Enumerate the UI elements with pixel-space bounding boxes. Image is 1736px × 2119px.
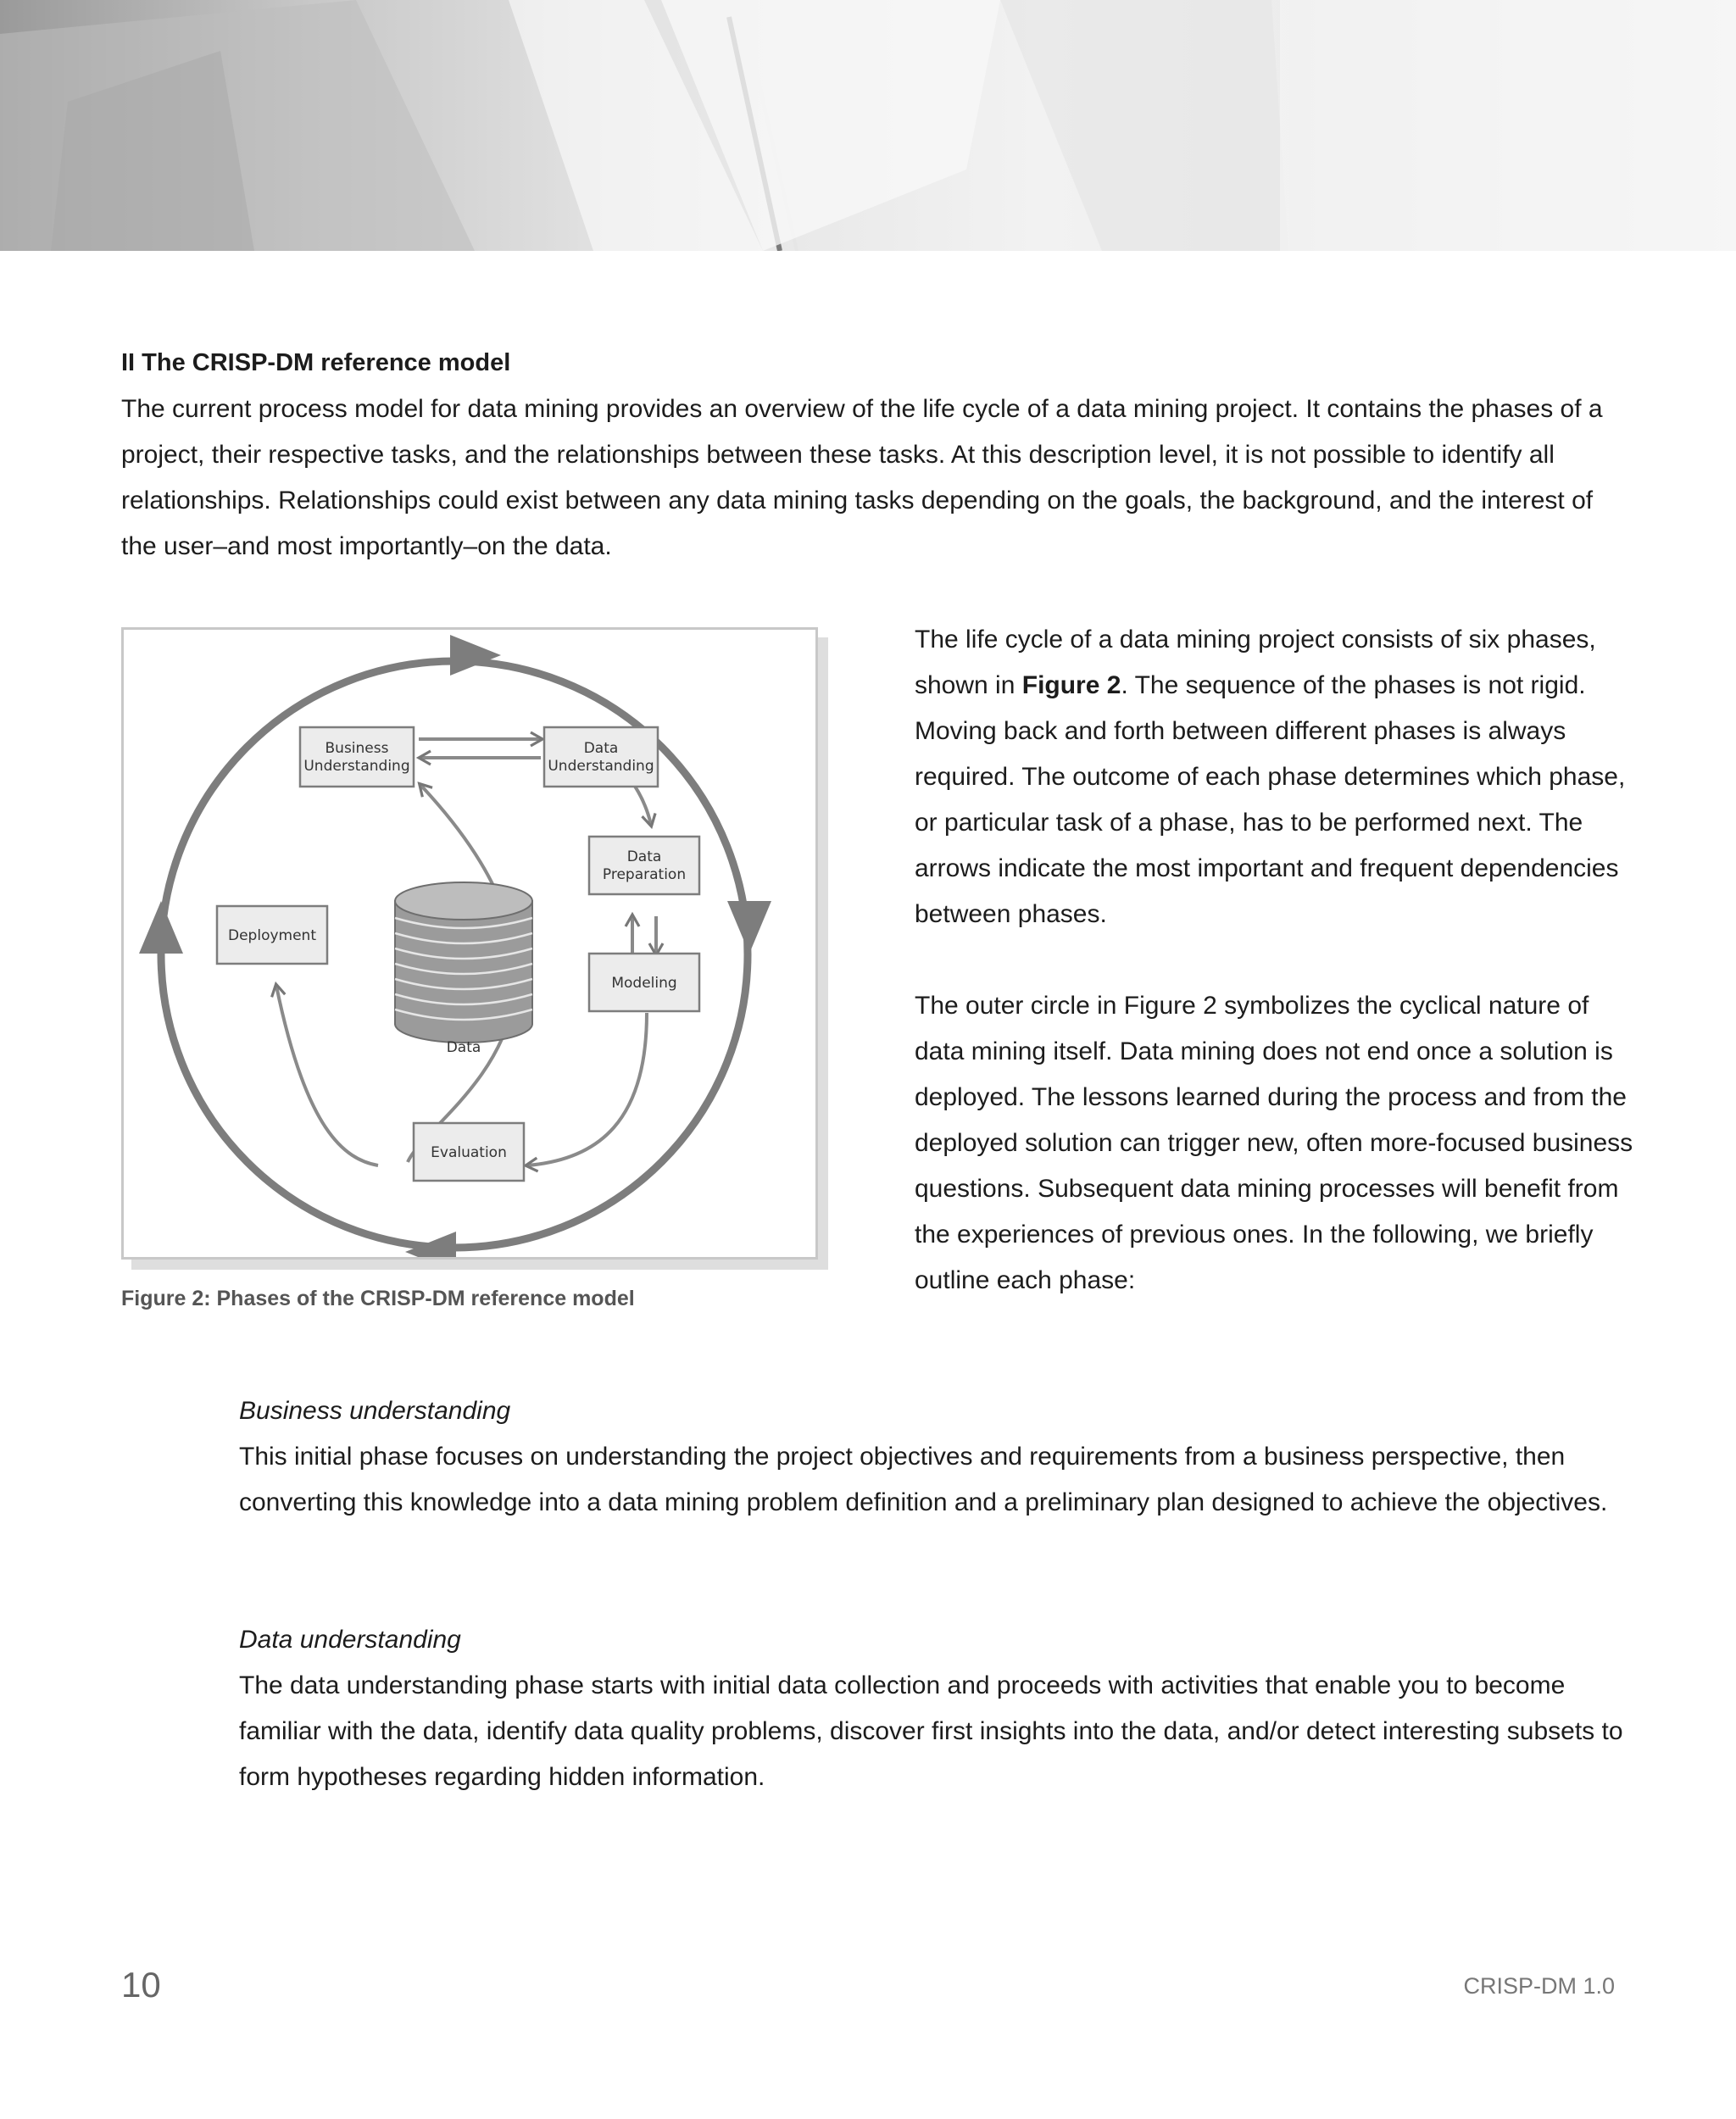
data-cylinder	[395, 882, 532, 1043]
deployment-box	[217, 906, 327, 964]
phase-title: Data understanding	[239, 1626, 461, 1654]
data-preparation-box	[589, 837, 699, 894]
phase-title: Business understanding	[239, 1397, 511, 1425]
crisp-dm-figure	[121, 627, 818, 1260]
phase-body: This initial phase focuses on understanding the project objectives and requirements from a business perspective, then converting this knowledge into a data mining problem definition and a preliminary plan designed to achieve the objectives.	[239, 1443, 1608, 1516]
outer-cycle-arrow-top	[450, 635, 501, 676]
data-understanding-box	[544, 727, 658, 787]
business-understanding-line2: Understanding	[303, 758, 410, 775]
header-photo	[0, 0, 1736, 251]
business-understanding-line1: Business	[325, 740, 389, 757]
phase-business-understanding	[239, 1388, 1629, 1526]
page-number: 10	[121, 1965, 161, 2005]
outer-cycle-arrow-right	[727, 901, 771, 954]
section-heading: II The CRISP-DM reference model	[121, 349, 511, 376]
lifecycle-text-after: . The sequence of the phases is not rigid. Moving back and forth between different phases is always required. The outcome of each phase determines which phase, or particular task of a phase, has to be performed next. The arrows indicate the most important and frequent dependencies between phases.	[915, 671, 1626, 928]
data-understanding-line2: Understanding	[548, 758, 654, 775]
document-label: CRISP-DM 1.0	[1463, 1973, 1615, 1999]
data-label: Data	[446, 1039, 481, 1056]
modeling-label: Modeling	[611, 975, 677, 992]
evaluation-label: Evaluation	[431, 1144, 507, 1161]
phase-body: The data understanding phase starts with initial data collection and proceeds with activities that enable you to become familiar with the data, identify data quality problems, discover first insights into the data, and/or detect interesting subsets to form hypotheses regarding hidden information.	[239, 1671, 1623, 1791]
outer-cycle-arrow-left	[139, 901, 183, 954]
data-understanding-line1: Data	[583, 740, 619, 757]
data-preparation-line1: Data	[626, 848, 662, 865]
lifecycle-text-before: The life cycle of a data mining project consists of six phases, shown in	[915, 626, 1596, 699]
lifecycle-paragraph	[915, 617, 1635, 937]
header-photo-art	[0, 0, 1736, 251]
deployment-label: Deployment	[228, 927, 316, 944]
intro-paragraph: The current process model for data mining provides an overview of the life cycle of a data mining project. It contains the phases of a project, their respective tasks, and the relationships between these tasks. At this description level, it is not possible to identify all relationships. Relationships could exist between any data mining tasks depending on the goals, the background, and the interest of the user–and most importantly–on the data.	[121, 395, 1603, 560]
modeling-box	[589, 954, 699, 1011]
figure-reference: Figure 2	[1021, 671, 1121, 699]
outer-circle-paragraph: The outer circle in Figure 2 symbolizes the cyclical nature of data mining itself. Data mining does not end once a solution is deployed. The lessons learned during the process and from the deployed solution can trigger new, often more-focused business questions. Subsequent data mining processes will benefit from the experiences of previous ones. In the following, we briefly outline each phase:	[915, 992, 1633, 1294]
crisp-dm-diagram	[124, 630, 815, 1257]
evaluation-box	[414, 1123, 524, 1181]
right-column	[915, 617, 1635, 1304]
phase-data-understanding	[239, 1617, 1629, 1800]
business-understanding-box	[300, 727, 414, 787]
data-preparation-line2: Preparation	[602, 866, 687, 883]
figure-caption: Figure 2: Phases of the CRISP-DM reference model	[121, 1287, 635, 1310]
